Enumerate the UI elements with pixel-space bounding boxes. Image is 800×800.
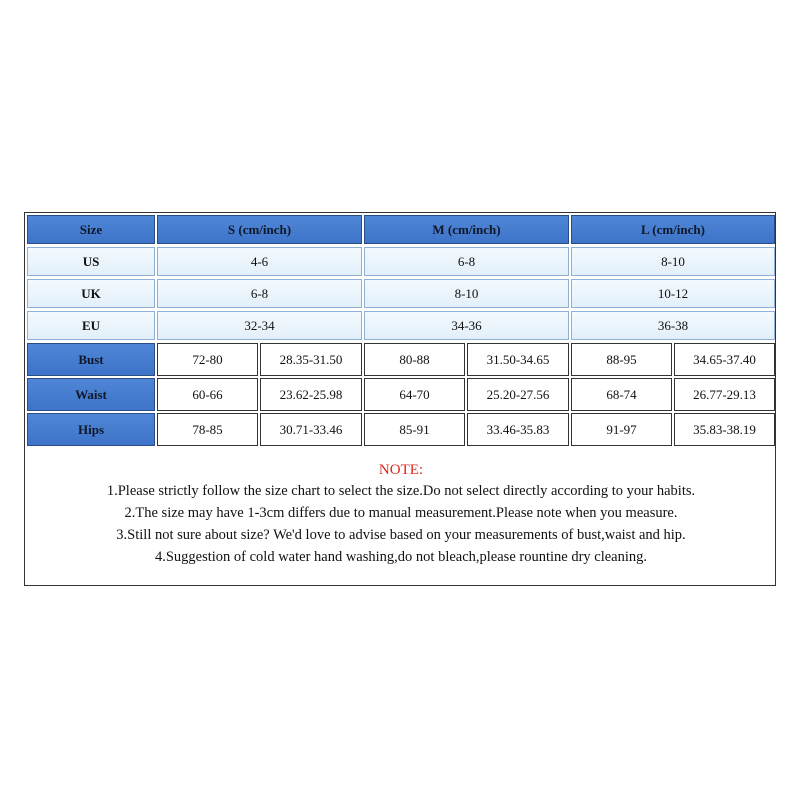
waist-l-inch: 26.77-29.13 xyxy=(674,378,775,411)
eu-s-value: 32-34 xyxy=(157,311,362,340)
measure-label-hips: Hips xyxy=(27,413,155,446)
bust-m-inch: 31.50-34.65 xyxy=(467,343,569,376)
measure-label-bust: Bust xyxy=(27,343,155,376)
note-title: NOTE: xyxy=(378,462,424,478)
hips-l-cm: 91-97 xyxy=(571,413,672,446)
region-label-uk: UK xyxy=(27,279,155,308)
hips-s-cm: 78-85 xyxy=(157,413,258,446)
uk-s-value: 6-8 xyxy=(157,279,362,308)
uk-l-value: 10-12 xyxy=(571,279,775,308)
note-line-4: 4.Suggestion of cold water hand washing,do not bleach,please rountine dry cleaning. xyxy=(154,549,648,565)
note-line-2: 2.The size may have 1-3cm differs due to manual measurement.Please note when you measure. xyxy=(124,505,678,521)
uk-m-value: 8-10 xyxy=(364,279,569,308)
us-s-value: 4-6 xyxy=(157,247,362,276)
waist-m-cm: 64-70 xyxy=(364,378,465,411)
us-m-value: 6-8 xyxy=(364,247,569,276)
bust-s-inch: 28.35-31.50 xyxy=(260,343,362,376)
waist-s-inch: 23.62-25.98 xyxy=(260,378,362,411)
region-label-us: US xyxy=(27,247,155,276)
bust-s-cm: 72-80 xyxy=(157,343,258,376)
bust-l-inch: 34.65-37.40 xyxy=(674,343,775,376)
size-header: Size xyxy=(27,215,155,244)
eu-l-value: 36-38 xyxy=(571,311,775,340)
waist-s-cm: 60-66 xyxy=(157,378,258,411)
bust-m-cm: 80-88 xyxy=(364,343,465,376)
waist-m-inch: 25.20-27.56 xyxy=(467,378,569,411)
note-line-3: 3.Still not sure about size? We'd love to advise based on your measurements of bust,waist and hip. xyxy=(116,527,686,543)
m-size-header: M (cm/inch) xyxy=(364,215,569,244)
hips-m-inch: 33.46-35.83 xyxy=(467,413,569,446)
bust-l-cm: 88-95 xyxy=(571,343,672,376)
hips-s-inch: 30.71-33.46 xyxy=(260,413,362,446)
notes-section xyxy=(25,460,777,568)
us-l-value: 8-10 xyxy=(571,247,775,276)
waist-l-cm: 68-74 xyxy=(571,378,672,411)
s-size-header: S (cm/inch) xyxy=(157,215,362,244)
note-line-1: 1.Please strictly follow the size chart to select the size.Do not select directly according to your habits. xyxy=(106,483,696,499)
size-chart xyxy=(24,212,776,586)
hips-l-inch: 35.83-38.19 xyxy=(674,413,775,446)
measure-label-waist: Waist xyxy=(27,378,155,411)
region-label-eu: EU xyxy=(27,311,155,340)
l-size-header: L (cm/inch) xyxy=(571,215,775,244)
eu-m-value: 34-36 xyxy=(364,311,569,340)
hips-m-cm: 85-91 xyxy=(364,413,465,446)
